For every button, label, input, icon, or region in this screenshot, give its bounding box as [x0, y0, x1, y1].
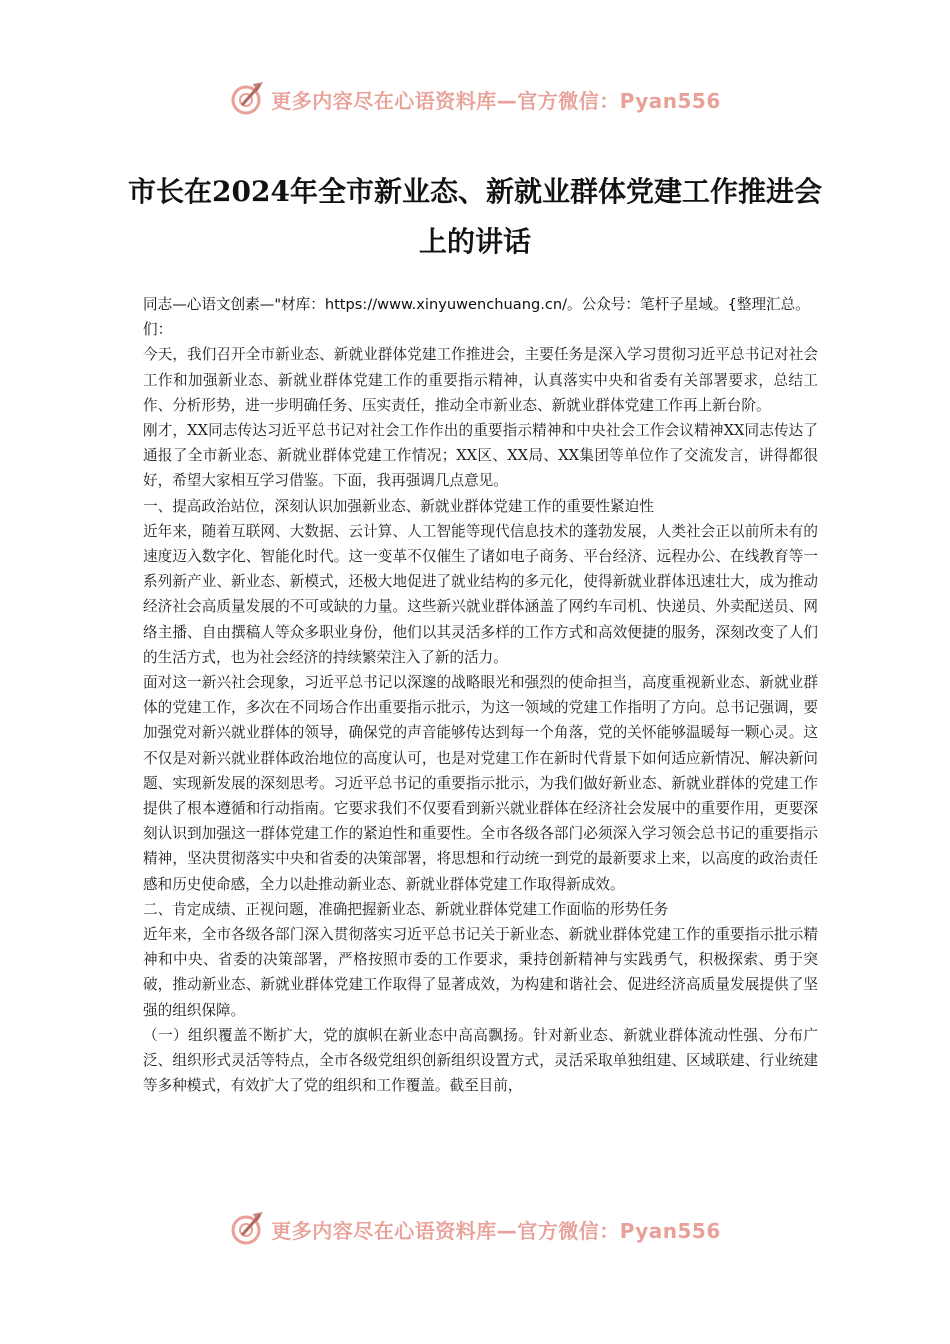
- paragraph: 面对这一新兴社会现象，习近平总书记以深邃的战略眼光和强烈的使命担当，高度重视新业态、新就业群体的党建工作，多次在不同场合作出重要指示批示，为这一领域的党建工作指明了方向。总书记强调，要加强党对新兴就业群体的领导，确保党的声音能够传达到每一个角落，党的关怀能够温暖每一颗心灵。这不仅是对新兴就业群体政治地位的高度认可，也是对党建工作在新时代背景下如何适应新情况、解决新问题、实现新发展的深刻思考。习近平总书记的重要指示批示，为我们做好新业态、新就业群体的党建工作提供了根本遵循和行动指南。它要求我们不仅要看到新兴就业群体在经济社会发展中的重要作用，更要深刻认识到加强这一群体党建工作的紧迫性和重要性。全市各级各部门必须深入学习领会总书记的重要指示精神，坚决贯彻落实中央和省委的决策部署，将思想和行动统一到党的最新要求上来，以高度的政治责任感和历史使命感，全力以赴推动新业态、新就业群体党建工作取得新成效。: [143, 674, 818, 893]
- paragraph: 近年来，全市各级各部门深入贯彻落实习近平总书记关于新业态、新就业群体党建工作的重要指示批示精神和中央、省委的决策部署，严格按照市委的工作要求，秉持创新精神与实践勇气，积极探索、勇于突破，推动新业态、新就业群体党建工作取得了显著成效，为构建和谐社会、促进经济高质量发展提供了坚强的组织保障。: [143, 926, 818, 1019]
- banner-text: 更多内容尽在心语资料库—官方微信：Pyan556: [271, 1218, 721, 1243]
- header-watermark-banner: [0, 80, 950, 118]
- pen-logo-icon: [229, 80, 267, 118]
- section-heading: 一、提高政治站位，深刻认识加强新业态、新就业群体党建工作的重要性紧迫性: [143, 497, 654, 515]
- document-title: 市长在2024年全市新业态、新就业群体党建工作推进会上的讲话: [128, 174, 822, 258]
- source-note: 同志—心语文创素—"材库：https://www.xinyuwenchuang.cn/。公众号：笔杆子星域。{整理汇总。们：: [143, 296, 810, 339]
- document-body: [143, 292, 818, 1099]
- paragraph: 今天，我们召开全市新业态、新就业群体党建工作推进会，主要任务是深入学习贯彻习近平总书记对社会工作和加强新业态、新就业群体党建工作的重要指示精神，认真落实中央和省委有关部署要求，总结工作、分析形势，进一步明确任务、压实责任，推动全市新业态、新就业群体党建工作再上新台阶。: [143, 346, 818, 414]
- paragraph: 刚才，XX同志传达习近平总书记对社会工作作出的重要指示精神和中央社会工作会议精神XX同志传达了通报了全市新业态、新就业群体党建工作情况；XX区、XX局、XX集团等单位作了交流发言，讲得都很好，希望大家相互学习借鉴。下面，我再强调几点意见。: [143, 422, 818, 490]
- paragraph: 近年来，随着互联网、大数据、云计算、人工智能等现代信息技术的蓬勃发展，人类社会正以前所未有的速度迈入数字化、智能化时代。这一变革不仅催生了诸如电子商务、平台经济、远程办公、在线教育等一系列新产业、新业态、新模式，还极大地促进了就业结构的多元化，使得新就业群体迅速壮大，成为推动经济社会高质量发展的不可或缺的力量。这些新兴就业群体涵盖了网约车司机、快递员、外卖配送员、网络主播、自由撰稿人等众多职业身份，他们以其灵活多样的工作方式和高效便捷的服务，深刻改变了人们的生活方式，也为社会经济的持续繁荣注入了新的活力。: [143, 522, 818, 666]
- paragraph: （一）组织覆盖不断扩大，党的旗帜在新业态中高高飘扬。针对新业态、新就业群体流动性强、分布广泛、组织形式灵活等特点，全市各级党组织创新组织设置方式，灵活采取单独组建、区域联建、行业统建等多种模式，有效扩大了党的组织和工作覆盖。截至目前，: [143, 1026, 818, 1095]
- footer-watermark-banner: [0, 1210, 950, 1248]
- banner-text: 更多内容尽在心语资料库—官方微信：Pyan556: [271, 88, 721, 113]
- section-heading: 二、肯定成绩、正视问题，准确把握新业态、新就业群体党建工作面临的形势任务: [143, 900, 669, 918]
- pen-logo-icon: [229, 1210, 267, 1248]
